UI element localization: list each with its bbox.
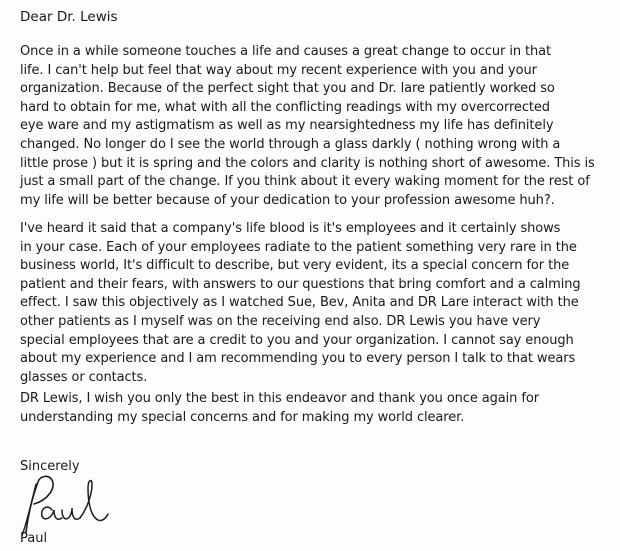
signer-name: Paul: [20, 531, 48, 546]
paragraph-line: I've heard it said that a company's life blood is it's employees and it certainly shows: [20, 221, 561, 236]
paragraph-line: just a small part of the change. If you think about it every waking moment for the rest of: [20, 174, 590, 190]
paragraph-line: special employees that are a credit to you and your organization. I cannot say enough: [20, 332, 574, 348]
paragraph-line: effect. I saw this objectively as I watched Sue, Bev, Anita and DR Lare interact with the: [20, 295, 579, 311]
paragraph-line: business world, It's difficult to describe, but very evident, its a special concern for the: [20, 258, 570, 274]
paragraph-line: my life will be better because of your dedication to your profession awesome huh?.: [20, 192, 555, 208]
paragraph-line: little prose ) but it is spring and the colors and clarity is nothing short of awesome. This is: [20, 155, 595, 171]
paragraph-line: other patients as I myself was on the receiving end also. DR Lewis you have very: [20, 313, 541, 329]
paragraph-line: about my experience and I am recommending you to every person I talk to that wears: [20, 351, 576, 367]
paragraph-3: [20, 390, 610, 427]
paragraph-line: DR Lewis, I wish you only the best in this endeavor and thank you once again for: [20, 391, 539, 406]
paragraph-line: Once in a while someone touches a life and causes a great change to occur in that: [20, 44, 552, 59]
paragraph-line: organization. Because of the perfect sight that you and Dr. lare patiently worked so: [20, 81, 555, 97]
paragraph-1: [20, 43, 610, 210]
paragraph-2: [20, 220, 610, 387]
paragraph-line: hard to obtain for me, what with all the conflicting readings with my overcorrected: [20, 99, 550, 115]
closing: Sincerely: [20, 459, 80, 474]
paragraph-line: changed. No longer do I see the world through a glass darkly ( nothing wrong with a: [20, 136, 561, 152]
paragraph-line: eye ware and my astigmatism as well as my nearsightedness my life has definitely: [20, 118, 554, 134]
paragraph-line: glasses or contacts.: [20, 369, 148, 385]
paragraph-line: in your case. Each of your employees radiate to the patient something very rare in the: [20, 239, 577, 255]
paragraph-line: patient and their fears, with answers to our questions that bring comfort and a calming: [20, 276, 581, 292]
salutation: Dear Dr. Lewis: [20, 9, 118, 25]
paragraph-line: life. I can't help but feel that way about my recent experience with you and your: [20, 62, 537, 78]
paragraph-line: understanding my special concerns and for making my world clearer.: [20, 409, 465, 425]
